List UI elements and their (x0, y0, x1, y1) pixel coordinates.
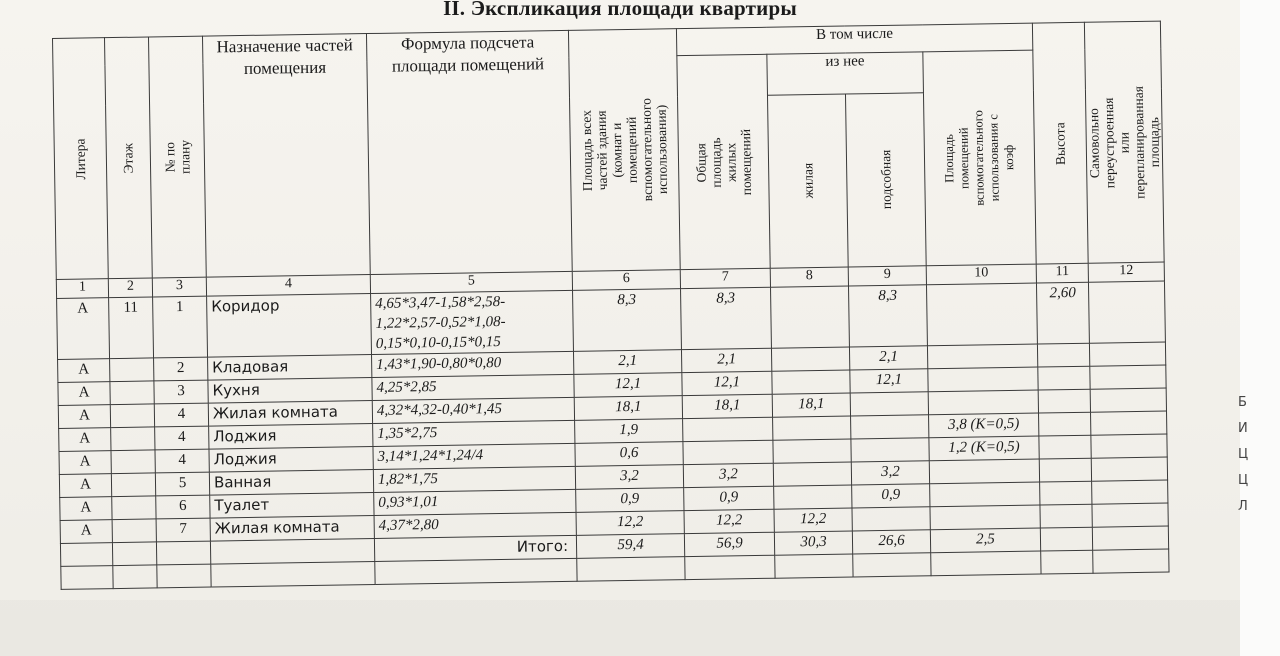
cell-litera: А (60, 520, 112, 544)
cell-litera: А (58, 382, 110, 406)
cell-coef-area (928, 390, 1038, 415)
cell-formula: 4,65*3,47-1,58*2,58-1,22*2,57-0,52*1,08-0,15*0,10-0,15*0,15 (371, 290, 574, 354)
cell-general-area: 3,2 (683, 463, 773, 487)
cell-aux-area (850, 392, 928, 416)
cell-plan-number: 4 (155, 426, 209, 450)
cell-floor (110, 358, 154, 382)
cell-formula: 4,25*2,85 (372, 374, 574, 400)
cell-living-area (774, 485, 852, 509)
cell-general-area: 18,1 (682, 394, 772, 418)
cell-formula: 0,93*1,01 (374, 489, 576, 515)
cell-height (1039, 435, 1091, 459)
cell-aux-area: 3,2 (851, 461, 929, 485)
cell-illegal-area (1091, 411, 1167, 435)
cell-formula: 3,14*1,24*1,24/4 (373, 443, 575, 469)
cell-room-name: Лоджия (209, 424, 373, 450)
cell-plan-number: 5 (155, 472, 209, 496)
header-auxiliary: подсобная (845, 93, 926, 268)
cell-total-area: 12,1 (574, 373, 682, 398)
cell-living-area: 18,1 (772, 393, 850, 417)
cell-living-area (771, 286, 850, 348)
cell-litera: А (57, 298, 110, 360)
cell-litera: А (58, 359, 110, 383)
adjacent-page-letters: Б И Ц Ц Л (1238, 395, 1249, 514)
cell-general-area: 12,2 (684, 509, 774, 533)
cell-illegal-area (1091, 434, 1167, 458)
cell-formula: 4,32*4,32-0,40*1,45 (372, 397, 574, 423)
table-body (57, 281, 1169, 543)
cell-height (1040, 481, 1092, 505)
cell-litera: А (59, 474, 111, 498)
cell-room-name: Жилая комната (210, 516, 374, 542)
cell-living-area (773, 462, 851, 486)
cell-living-area (773, 416, 851, 440)
cell-illegal-area (1091, 457, 1167, 481)
cell-illegal-area (1090, 365, 1166, 389)
cell-coef-area (930, 505, 1040, 530)
page-shadow (0, 600, 1240, 656)
totals-coef-area: 2,5 (930, 528, 1040, 553)
totals-label: Итого: (374, 535, 576, 561)
cell-floor (111, 450, 155, 474)
cell-living-area (771, 347, 849, 371)
cell-general-area: 0,9 (684, 486, 774, 510)
header-floor: Этаж (105, 37, 153, 279)
header-illegal-area: Самовольно переустроенная или перепланированная площадь (1084, 21, 1164, 263)
cell-aux-area (851, 415, 929, 439)
cell-room-name: Туалет (210, 493, 374, 519)
cell-height: 2,60 (1036, 282, 1089, 344)
cell-litera: А (59, 451, 111, 475)
cell-coef-area: 1,2 (K=0,5) (929, 436, 1039, 461)
cell-general-area: 12,1 (682, 371, 772, 395)
totals-total-area: 59,4 (576, 534, 684, 559)
cell-illegal-area (1089, 342, 1165, 366)
cell-aux-area (851, 438, 929, 462)
header-aux-coef-area: Площадь помещений вспомогательного использования с коэф (923, 50, 1036, 266)
cell-total-area: 8,3 (573, 289, 682, 352)
cell-general-area (683, 440, 773, 464)
cell-height (1038, 389, 1090, 413)
column-number-row: 1 2 3 4 5 6 7 8 9 10 11 12 (56, 262, 1164, 298)
header-subgroup-of-it: из нее (767, 52, 924, 95)
cell-floor (110, 381, 154, 405)
header-purpose: Назначение частей помещения (202, 34, 370, 278)
cell-aux-area (852, 507, 930, 531)
cell-illegal-area (1092, 480, 1168, 504)
cell-room-name: Кладовая (208, 355, 372, 381)
cell-total-area: 1,9 (575, 419, 683, 444)
cell-litera: А (60, 497, 112, 521)
cell-height (1040, 504, 1092, 528)
cell-formula: 1,82*1,75 (373, 466, 575, 492)
cell-aux-area: 8,3 (848, 285, 927, 347)
cell-height (1039, 458, 1091, 482)
adjacent-page-edge (1240, 0, 1280, 656)
cell-floor (111, 427, 155, 451)
cell-plan-number: 3 (154, 380, 208, 404)
cell-coef-area (926, 283, 1037, 346)
header-general-living-area: Общая площадь жилых помещений (677, 54, 770, 269)
cell-living-area: 12,2 (774, 508, 852, 532)
cell-plan-number: 2 (154, 357, 208, 381)
cell-room-name: Лоджия (209, 447, 373, 473)
header-litera: Литера (53, 38, 109, 280)
cell-floor (111, 473, 155, 497)
totals-aux-area: 26,6 (852, 530, 930, 554)
explication-table-wrap (52, 21, 1170, 590)
cell-total-area: 0,9 (576, 488, 684, 513)
cell-formula: 1,35*2,75 (373, 420, 575, 446)
cell-formula: 1,43*1,90-0,80*0,80 (372, 351, 574, 377)
cell-room-name: Ванная (209, 470, 373, 496)
cell-height (1038, 366, 1090, 390)
cell-illegal-area (1090, 388, 1166, 412)
header-total-area: Площадь всех частей здания (комнат и помещений вспомогательного использования) (568, 29, 680, 272)
cell-room-name: Жилая комната (208, 401, 372, 427)
cell-plan-number: 1 (153, 296, 208, 358)
totals-general-area: 56,9 (684, 532, 774, 556)
cell-general-area (683, 417, 773, 441)
cell-aux-area: 12,1 (850, 369, 928, 393)
cell-total-area: 0,6 (575, 442, 683, 467)
cell-height (1039, 412, 1091, 436)
totals-living-area: 30,3 (774, 531, 852, 555)
header-living: жилая (767, 94, 848, 269)
cell-litera: А (59, 428, 111, 452)
cell-plan-number: 4 (155, 449, 209, 473)
cell-total-area: 12,2 (576, 511, 684, 536)
header-formula: Формула подсчета площади помещений (366, 30, 572, 274)
cell-coef-area (930, 482, 1040, 507)
cell-height (1037, 343, 1089, 367)
cell-formula: 4,37*2,80 (374, 512, 576, 538)
cell-aux-area: 2,1 (849, 346, 927, 370)
cell-living-area (773, 439, 851, 463)
cell-litera: А (58, 405, 110, 429)
cell-plan-number: 4 (154, 403, 208, 427)
cell-total-area: 2,1 (573, 350, 681, 375)
cell-coef-area (928, 367, 1038, 392)
cell-room-name: Коридор (207, 294, 372, 358)
cell-total-area: 18,1 (574, 396, 682, 421)
cell-general-area: 8,3 (681, 287, 772, 349)
cell-floor: 11 (109, 297, 154, 359)
cell-plan-number: 6 (156, 495, 210, 519)
explication-table (52, 21, 1170, 590)
cell-total-area: 3,2 (575, 465, 683, 490)
cell-aux-area: 0,9 (852, 484, 930, 508)
header-group-including: В том числе (676, 23, 1032, 56)
document-title: II. Экспликация площади квартиры (443, 0, 797, 20)
header-plan-number: № по плану (148, 36, 206, 278)
header-height: Высота (1032, 22, 1088, 264)
cell-coef-area (927, 344, 1037, 369)
cell-general-area: 2,1 (681, 348, 771, 372)
cell-living-area (772, 370, 850, 394)
cell-floor (112, 519, 156, 543)
cell-illegal-area (1088, 281, 1165, 343)
cell-floor (110, 404, 154, 428)
cell-plan-number: 7 (156, 518, 210, 542)
cell-illegal-area (1092, 503, 1168, 527)
cell-coef-area (929, 459, 1039, 484)
cell-coef-area: 3,8 (K=0,5) (929, 413, 1039, 438)
cell-room-name: Кухня (208, 378, 372, 404)
cell-floor (112, 496, 156, 520)
